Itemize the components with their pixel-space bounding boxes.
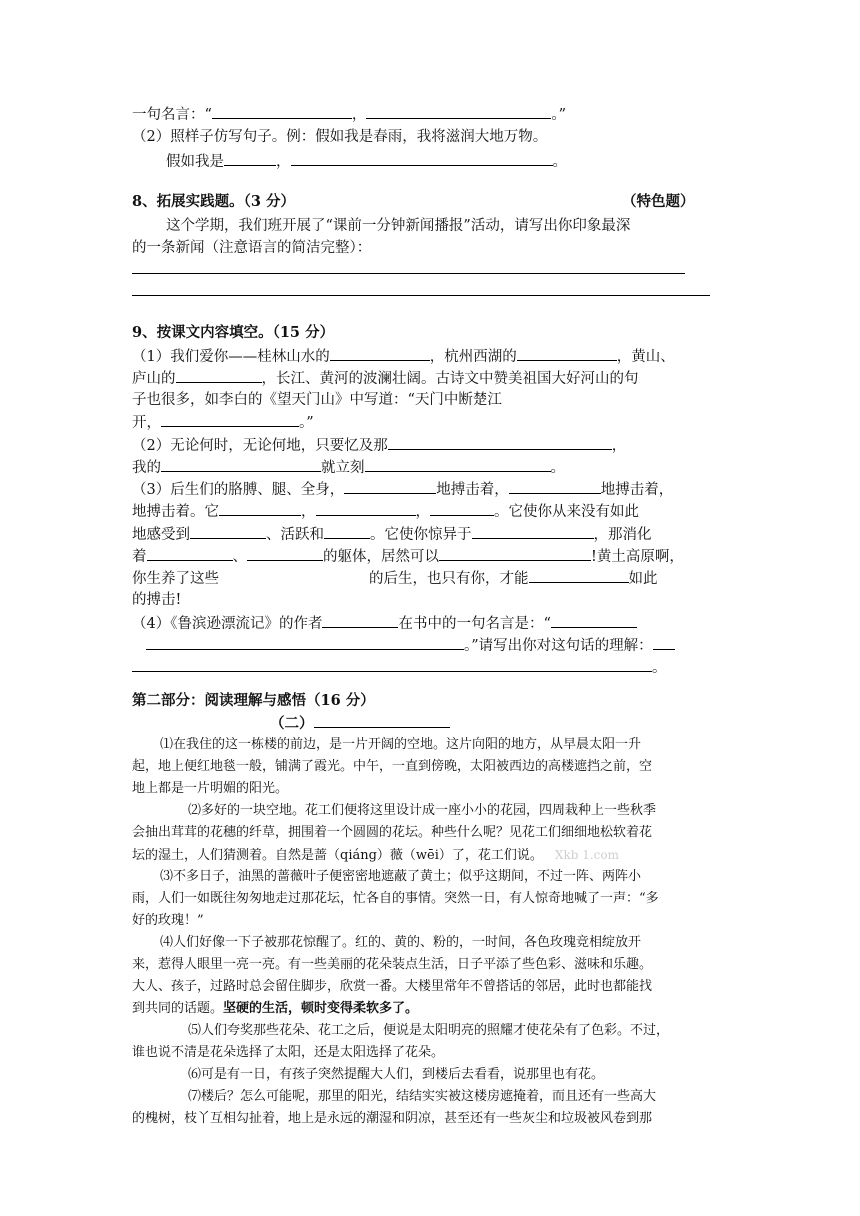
q8-text-1: 这个学期，我们班开展了“课前一分钟新闻播报”活动，请写出你印象最深: [166, 218, 631, 234]
answer-blank[interactable]: [190, 523, 266, 539]
answer-blank[interactable]: [366, 103, 551, 119]
text: （3）后生们的胳膊、腿、全身，: [132, 482, 345, 498]
q9-3-line5: [132, 567, 742, 590]
text: 。它使你从来没有如此: [494, 504, 639, 520]
text: 地搏击着，: [600, 482, 674, 498]
answer-blank[interactable]: [388, 434, 612, 450]
answer-blank[interactable]: [517, 345, 617, 361]
q9-3-line4: [132, 545, 742, 568]
q9-3-line6: 的搏击!: [132, 592, 182, 608]
bold-sentence: 坚硬的生活，顿时变得柔软多了。: [223, 1001, 419, 1016]
q8-text-2: 的一条新闻（注意语言的简洁完整）：: [132, 240, 372, 256]
text: （2）无论何时，无论何地，只要忆及那: [132, 438, 388, 454]
para-3-line3: 好的玫瑰！”: [132, 913, 204, 928]
text: 我的: [132, 460, 161, 476]
answer-blank[interactable]: [161, 411, 299, 427]
para-2-line1: ⑵多好的一块空地。花工们便将这里设计成一座小小的花园，四周栽种上一些秋季: [188, 803, 657, 818]
para-3-line2: 雨，人们一如既往匆匆地走过那花坛，忙各自的事情。突然一日，有人惊奇地喊了一声：“多: [132, 891, 659, 906]
quote-line: [132, 103, 742, 126]
q8-title-text: 8、拓展实践题。（3 分）: [132, 193, 295, 210]
para-6: ⑹可是有一日，有孩子突然提醒大人们，到楼后去看看，说那里也有花。: [188, 1067, 605, 1082]
text: 。它使你惊异于: [370, 527, 472, 543]
answer-blank[interactable]: [146, 634, 464, 650]
text: ，: [415, 504, 430, 520]
text: 、活跃和: [266, 527, 324, 543]
q2-prompt: （2）照样子仿写句子。例：假如我是春雨，我将滋润大地万物。: [132, 129, 548, 145]
answer-blank[interactable]: [324, 523, 370, 539]
text: 着: [132, 549, 147, 565]
para-4-line1: ⑷人们好像一下子被那花惊醒了。红的、黄的、粉的，一时间，各色玫瑰竞相绽放开: [160, 935, 642, 950]
answer-blank[interactable]: [291, 150, 553, 166]
para-5-line2: 谁也说不清是花朵选择了太阳，还是太阳选择了花朵。: [132, 1045, 445, 1060]
section-number: （二）: [270, 715, 314, 732]
answer-blank[interactable]: [316, 500, 416, 516]
text: 地感受到: [132, 527, 190, 543]
answer-blank[interactable]: [551, 612, 637, 628]
text: 开，: [132, 415, 161, 431]
answer-blank[interactable]: [529, 567, 629, 583]
para-4-line3: 大人、孩子，过路时总会留住脚步，欣赏一番。大楼里常年不曾搭话的邻居，此时也都能找: [132, 979, 653, 994]
text: ，那消化: [593, 527, 652, 543]
text: 的躯体，居然可以: [323, 549, 439, 565]
comma: ，: [276, 154, 291, 170]
q9-3-line2: [132, 500, 742, 523]
para-1-line1: ⑴在我住的这一栋楼的前边，是一片开阔的空地。这片向阳的地方，从早晨太阳一升: [160, 737, 642, 752]
answer-blank[interactable]: [472, 523, 594, 539]
text: ，黄山、: [616, 349, 675, 365]
quote-prefix: 一句名言：“: [132, 107, 212, 123]
para-2-line3: [132, 845, 742, 866]
section-heading: [270, 712, 570, 735]
quote-end: 。”: [551, 107, 567, 123]
text: 。”: [299, 415, 314, 431]
q2-start: 假如我是: [166, 154, 224, 170]
answer-blank[interactable]: [132, 656, 652, 672]
answer-line[interactable]: [132, 273, 685, 274]
para-2-line2: 会抽出茸茸的花穗的纤草，拥围着一个圆圆的花坛。种些什么呢？见花工们细细地松软着花: [132, 825, 653, 840]
text: 就立刻: [321, 460, 365, 476]
para-7-line2: 的槐树，枝丫互相勾扯着，地上是永远的潮湿和阴凉，甚至还有一些灰尘和垃圾被风卷到那: [132, 1111, 653, 1126]
q9-2-line1: [132, 434, 742, 457]
q9-title: 9、按课文内容填空。（15 分）: [132, 324, 335, 341]
watermark: Xkb 1.com: [554, 848, 619, 862]
q9-2-line2: [132, 456, 742, 479]
comma: ，: [351, 107, 367, 123]
text: 到共同的话题。: [132, 1001, 224, 1016]
answer-line[interactable]: [132, 295, 710, 296]
text: 的后生，也只有你，才能: [369, 571, 529, 587]
para-1-line2: 起，地上便红地毯一般，铺满了霞光。中午，一直到傍晚，太阳被西边的高楼遮挡之前，空: [132, 759, 653, 774]
answer-blank[interactable]: [365, 456, 551, 472]
answer-blank[interactable]: [219, 500, 301, 516]
q9-4-line1: [132, 612, 742, 635]
para-5-line1: ⑸人们夸奖那些花朵、花工之后，便说是太阳明亮的照耀才使花朵有了色彩。不过，: [188, 1023, 670, 1038]
text: ，: [301, 504, 316, 520]
text: 、: [232, 549, 247, 565]
q9-1-line4: [132, 411, 742, 434]
text: 你生养了这些: [132, 571, 219, 587]
text: ，: [611, 438, 627, 454]
answer-blank[interactable]: [439, 545, 591, 561]
answer-blank[interactable]: [247, 545, 323, 561]
answer-blank[interactable]: [176, 367, 262, 383]
text: （1）我们爱你——桂林山水的: [132, 349, 330, 365]
answer-blank[interactable]: [430, 500, 494, 516]
title-blank[interactable]: [314, 712, 450, 728]
text: ，杭州西湖的: [429, 349, 517, 365]
text: 。: [550, 460, 565, 476]
para-3-line1: ⑶不多日子，油黑的蔷薇叶子便密密地遮蔽了黄土；似乎这期间，不过一阵、两阵小: [160, 869, 642, 884]
answer-blank[interactable]: [344, 478, 436, 494]
text: !黄土高原啊，: [591, 549, 684, 565]
answer-blank[interactable]: [161, 456, 321, 472]
text: 坛的湿土，人们猜测着。自然是蔷（qiáng）薇（wēi）了，花工们说。: [132, 848, 543, 863]
q8-tag: （特色题）: [622, 193, 695, 210]
q9-3-line3: [132, 523, 742, 546]
text: 地搏击着。它: [132, 504, 219, 520]
para-4-line4: [132, 999, 742, 1019]
q9-1-line2: [132, 367, 742, 390]
text: 地搏击着，: [436, 482, 509, 498]
q9-3-line1: [132, 478, 742, 501]
part2-title: 第二部分：阅读理解与感悟（16 分）: [132, 692, 375, 709]
para-1-line3: 地上都是一片明媚的阳光。: [132, 781, 289, 796]
text: 。: [652, 660, 667, 676]
q9-1-line3: 子也很多，如李白的《望天门山》中写道：“天门中断楚江: [132, 392, 502, 408]
answer-blank[interactable]: [212, 103, 352, 119]
answer-blank[interactable]: [330, 345, 430, 361]
para-4-line2: 来，惹得人眼里一亮一亮。有一些美丽的花朵装点生活，日子平添了些色彩、滋味和乐趣。: [132, 957, 653, 972]
text: 如此: [628, 571, 658, 587]
q9-4-line3: [132, 656, 742, 679]
q9-4-line2: [146, 634, 756, 657]
answer-blank[interactable]: [509, 478, 601, 494]
answer-blank[interactable]: [653, 634, 675, 650]
answer-blank[interactable]: [322, 612, 398, 628]
text: ，长江、黄河的波澜壮阔。古诗文中赞美祖国大好河山的句: [261, 371, 639, 387]
text: 。”请写出你对这句话的理解：: [464, 638, 653, 654]
text: 在书中的一句名言是：“: [398, 616, 551, 632]
period: 。: [552, 154, 567, 170]
text: 庐山的: [132, 371, 176, 387]
text: （4）《鲁滨逊漂流记》的作者: [132, 616, 323, 632]
q9-1-line1: [132, 345, 742, 368]
answer-blank[interactable]: [224, 150, 276, 166]
para-7-line1: ⑺楼后？怎么可能呢，那里的阳光，结结实实被这楼房遮掩着，而且还有一些高大: [188, 1089, 657, 1104]
answer-blank[interactable]: [147, 545, 233, 561]
q2-answer-line: [166, 150, 776, 173]
